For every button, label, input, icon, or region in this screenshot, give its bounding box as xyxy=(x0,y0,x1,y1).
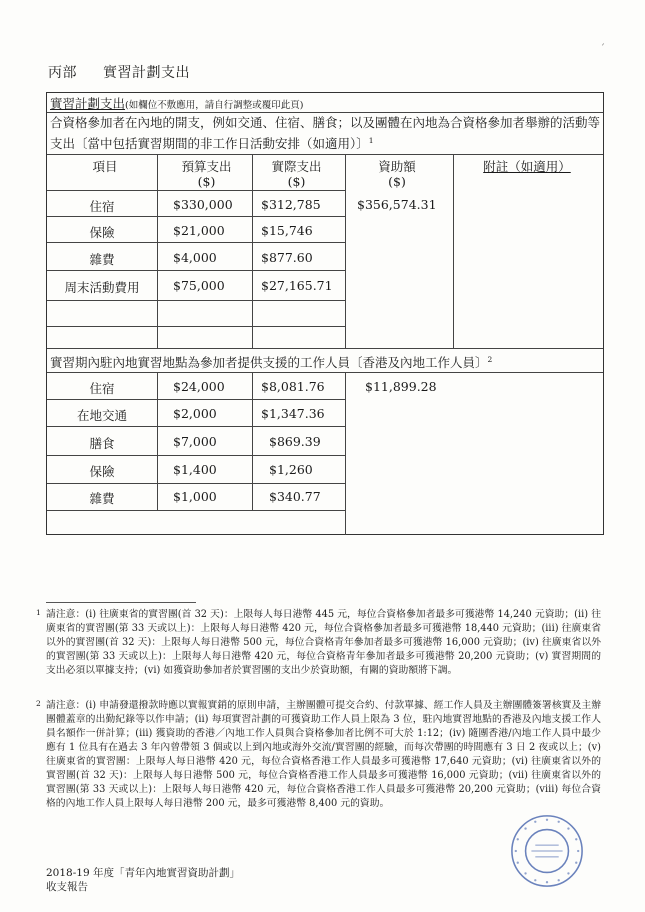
staff-item-2: 在地交通 xyxy=(76,408,127,423)
form-title xyxy=(50,94,303,112)
footer-line-1: 2018-19 年度「青年內地實習資助計劃」 xyxy=(46,867,240,879)
staff-budget-2: $2,000 xyxy=(173,406,217,421)
section-title: 實習計劃支出 xyxy=(103,65,190,81)
column-rule xyxy=(252,372,253,510)
participant-item-4: 周末活動費用 xyxy=(64,280,140,295)
column-rule xyxy=(345,154,346,348)
header-actual xyxy=(249,159,344,189)
staff-budget-1: $24,000 xyxy=(173,379,225,394)
form-title-main: 實習計劃支出 xyxy=(50,96,126,111)
divider xyxy=(47,399,345,400)
divider xyxy=(47,112,603,113)
company-seal-stamp xyxy=(508,812,586,890)
column-rule xyxy=(345,372,346,535)
staff-intro xyxy=(50,351,602,372)
participant-item-3: 雜費 xyxy=(89,252,115,267)
footnote-number-1: 1 xyxy=(36,608,41,617)
participant-actual-4: $27,165.71 xyxy=(261,278,333,293)
form-title-note: (如欄位不敷應用，請自行調整或覆印此頁) xyxy=(125,100,304,111)
footnote-number-2: 2 xyxy=(36,699,41,708)
participant-item-2: 保險 xyxy=(89,225,115,240)
staff-actual-4: $1,260 xyxy=(269,462,313,477)
participant-intro-text: 合資格參加者在內地的開支，例如交通、住宿、膳食；以及團體在內地為合資格參加者舉辦的活動等支出〔當中包括實習期間的非工作日活動安排（如適用）〕 xyxy=(50,115,601,152)
header-budget-label: 預算支出 xyxy=(181,159,232,174)
participant-budget-3: $4,000 xyxy=(173,250,217,265)
footnote-text-1: 請注意：(i) 往廣東省的實習團(首 32 天)：上限每人每日港幣 445 元，每位合資格參加者最多可獲港幣 14,240 元資助；(ii) 往廣東省的實習團(第 33 天或以上)：上限每人每日港幣 420 元，每位合資格參加者最多可獲港幣 18,440 元資助；(iii) 往廣東省以外的實習團(首 32 天)：上限每人每日港幣 500 元，每位合資格青年參加者最多可獲港幣 16,000 元資助；(iv) 往廣東省以外的實習團(第 33 天或以上)：上限每人每日港幣 420 元，每位合資格青年參加者最多可獲港幣 20,200 元資助；(v) 實習期間的支出必須以單據支持；(vi) 如獲資助參加者於實習團的支出少於資助額，有關的資助額將下調。 xyxy=(46,609,601,676)
participant-budget-2: $21,000 xyxy=(173,223,225,238)
staff-item-3: 膳食 xyxy=(89,436,115,451)
column-rule xyxy=(252,154,253,348)
divider xyxy=(47,300,345,301)
footnote-2 xyxy=(36,699,601,811)
footnote-1 xyxy=(36,608,601,678)
header-actual-label: 實際支出 xyxy=(271,159,322,174)
column-rule xyxy=(157,372,158,510)
divider xyxy=(47,190,345,191)
staff-item-4: 保險 xyxy=(89,464,115,479)
divider xyxy=(47,154,603,155)
divider xyxy=(47,348,603,349)
header-grant xyxy=(342,159,452,189)
staff-actual-3: $869.39 xyxy=(269,434,321,449)
divider xyxy=(47,510,345,511)
participant-actual-1: $312,785 xyxy=(261,197,321,212)
participant-budget-1: $330,000 xyxy=(173,197,233,212)
divider xyxy=(47,455,345,456)
divider xyxy=(47,270,345,271)
divider xyxy=(47,216,345,217)
header-actual-unit: ($) xyxy=(287,174,306,189)
staff-intro-text: 實習期內駐內地實習地點為參加者提供支援的工作人員〔香港及內地工作人員〕 xyxy=(50,355,488,371)
footnote-text-2: 請注意：(i) 申請發還撥款時應以實報實銷的原則申請，主辦團體可提交合約、付款單據、經工作人員及主辦團體簽署核實及主辦團體蓋章的出勤紀錄等以作申請；(ii) 每項實習計劃的可獲資助工作人員上限為 3 位，駐內地實習地點的香港及內地支援工作人員名額作一併計算；(iii) 獲資助的香港／內地工作人員與合資格參加者比例不可大於 1:12；(iv) 隨團香港/內地工作人員中最少應有 1 位具有在過去 3 年內曾帶領 3 個或以上到內地或海外交流/實習團的經驗，而每次帶團的時間應有 3 日 2 夜或以上；(v) 往廣東省的實習團：上限每人每日港幣 420 元，每位合資格香港工作人員最多可獲港幣 17,640 元資助；(vi) 往廣東省以外的實習團(首 32 天)：上限每人每日港幣 500 元，每位合資格香港工作人員最多可獲港幣 16,000 元資助；(vii) 往廣東省以外的實習團(第 33 天或以上)：上限每人每日港幣 420 元，每位合資格香港工作人員最多可獲港幣 20,200 元資助；(viii) 每位合資格的內地工作人員上限每人每日港幣 200 元，最多可獲港幣 8,400 元的資助。 xyxy=(46,700,601,809)
participant-intro xyxy=(50,114,602,153)
divider xyxy=(47,483,345,484)
divider xyxy=(47,326,345,327)
footer-line-2: 收支報告 xyxy=(46,881,88,893)
participant-actual-2: $15,746 xyxy=(261,223,313,238)
footnote-ref-2: 2 xyxy=(487,355,493,364)
participant-grant: $356,574.31 xyxy=(357,197,437,212)
header-item: 項目 xyxy=(92,159,118,174)
participant-actual-3: $877.60 xyxy=(261,250,313,265)
staff-actual-5: $340.77 xyxy=(269,489,321,504)
footnote-rule xyxy=(46,602,196,603)
margin-mark: ˊ xyxy=(600,44,605,55)
participant-budget-4: $75,000 xyxy=(173,278,225,293)
staff-budget-5: $1,000 xyxy=(173,489,217,504)
participant-item-1: 住宿 xyxy=(89,199,115,214)
section-part: 丙部 xyxy=(48,65,77,81)
column-rule xyxy=(157,154,158,348)
header-grant-label: 資助額 xyxy=(378,159,416,174)
section-heading xyxy=(48,62,190,82)
divider xyxy=(47,426,345,427)
footnote-ref-1: 1 xyxy=(368,136,374,145)
staff-grant: $11,899.28 xyxy=(365,379,437,394)
expense-form xyxy=(46,92,604,535)
staff-budget-4: $1,400 xyxy=(173,462,217,477)
staff-budget-3: $7,000 xyxy=(173,434,217,449)
staff-item-5: 雜費 xyxy=(89,491,115,506)
header-remarks: 附註（如適用） xyxy=(483,159,571,174)
header-grant-unit: ($) xyxy=(388,174,406,189)
staff-actual-1: $8,081.76 xyxy=(261,379,325,394)
header-budget-unit: ($) xyxy=(197,174,216,189)
header-budget xyxy=(159,159,254,189)
column-rule xyxy=(453,154,454,348)
page-footer xyxy=(46,866,240,894)
staff-item-1: 住宿 xyxy=(89,381,115,396)
staff-actual-2: $1,347.36 xyxy=(261,406,325,421)
divider xyxy=(47,372,603,373)
divider xyxy=(47,242,345,243)
